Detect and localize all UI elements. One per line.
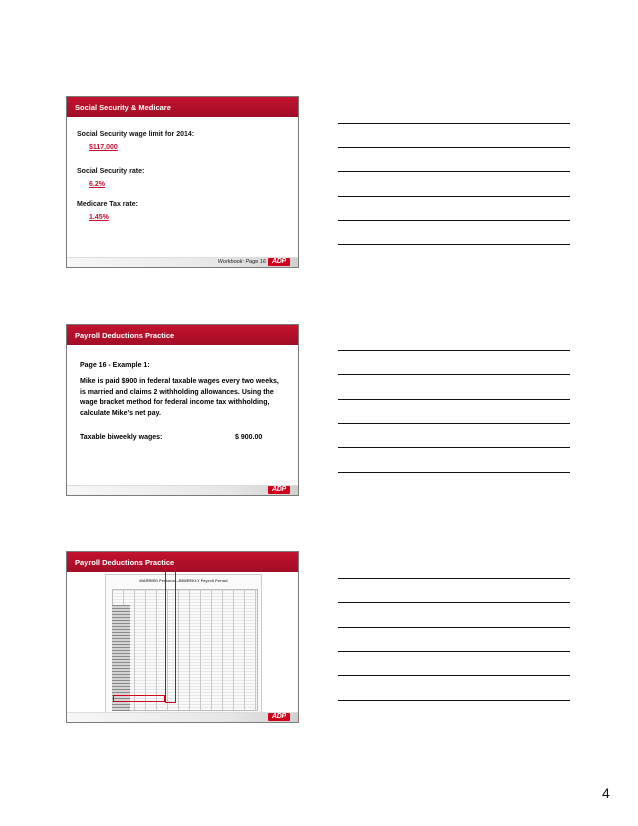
table-grid (112, 589, 258, 711)
note-line (338, 374, 570, 375)
note-line (338, 700, 570, 701)
highlight-wage-row (113, 695, 165, 702)
note-line (338, 472, 570, 473)
note-line (338, 627, 570, 628)
taxable-wages-label: Taxable biweekly wages: (80, 434, 163, 441)
slide-payroll-practice-example (66, 324, 299, 496)
adp-logo-icon: ADP (268, 258, 290, 266)
highlight-allowance-column (165, 568, 176, 703)
slide-footer (67, 712, 298, 722)
note-line (338, 447, 570, 448)
slide-title: Social Security & Medicare (67, 97, 298, 117)
note-line (338, 399, 570, 400)
ss-rate-label: Social Security rate: (77, 168, 145, 175)
taxable-wages-value: $ 900.00 (235, 434, 263, 441)
ss-rate-value: 6.2% (89, 181, 105, 188)
wage-limit-value: $117,000 (89, 144, 118, 151)
example-body: Mike is paid $900 in federal taxable wages every two weeks, is married and claims 2 withholding allowances. Using the wage bracket method for federal income tax withholding, calculate Mike's net pay. (80, 378, 279, 417)
note-line (338, 651, 570, 652)
adp-logo-icon: ADP (268, 486, 290, 494)
slide-footer (67, 485, 298, 495)
note-line (338, 244, 570, 245)
slide-social-security-medicare (66, 96, 299, 268)
note-line (338, 350, 570, 351)
note-line (338, 578, 570, 579)
note-line (338, 220, 570, 221)
note-line (338, 147, 570, 148)
wage-bracket-table-image (105, 574, 262, 714)
table-title: MARRIED Persons—BIWEEKLY Payroll Period (139, 578, 228, 583)
note-line (338, 196, 570, 197)
adp-logo-icon: ADP (268, 713, 290, 721)
workbook-reference: Workbook: Page 16 (217, 259, 266, 265)
example-title: Page 16 - Example 1: (80, 362, 150, 369)
slide-title: Payroll Deductions Practice (67, 552, 298, 572)
note-line (338, 423, 570, 424)
note-line (338, 171, 570, 172)
slide-payroll-practice-table (66, 551, 299, 723)
wage-limit-label: Social Security wage limit for 2014: (77, 131, 195, 138)
note-line (338, 675, 570, 676)
medicare-value: 1.45% (89, 214, 109, 221)
page-number: 4 (602, 785, 610, 801)
note-line (338, 602, 570, 603)
note-line (338, 123, 570, 124)
slide-title: Payroll Deductions Practice (67, 325, 298, 345)
medicare-label: Medicare Tax rate: (77, 201, 138, 208)
